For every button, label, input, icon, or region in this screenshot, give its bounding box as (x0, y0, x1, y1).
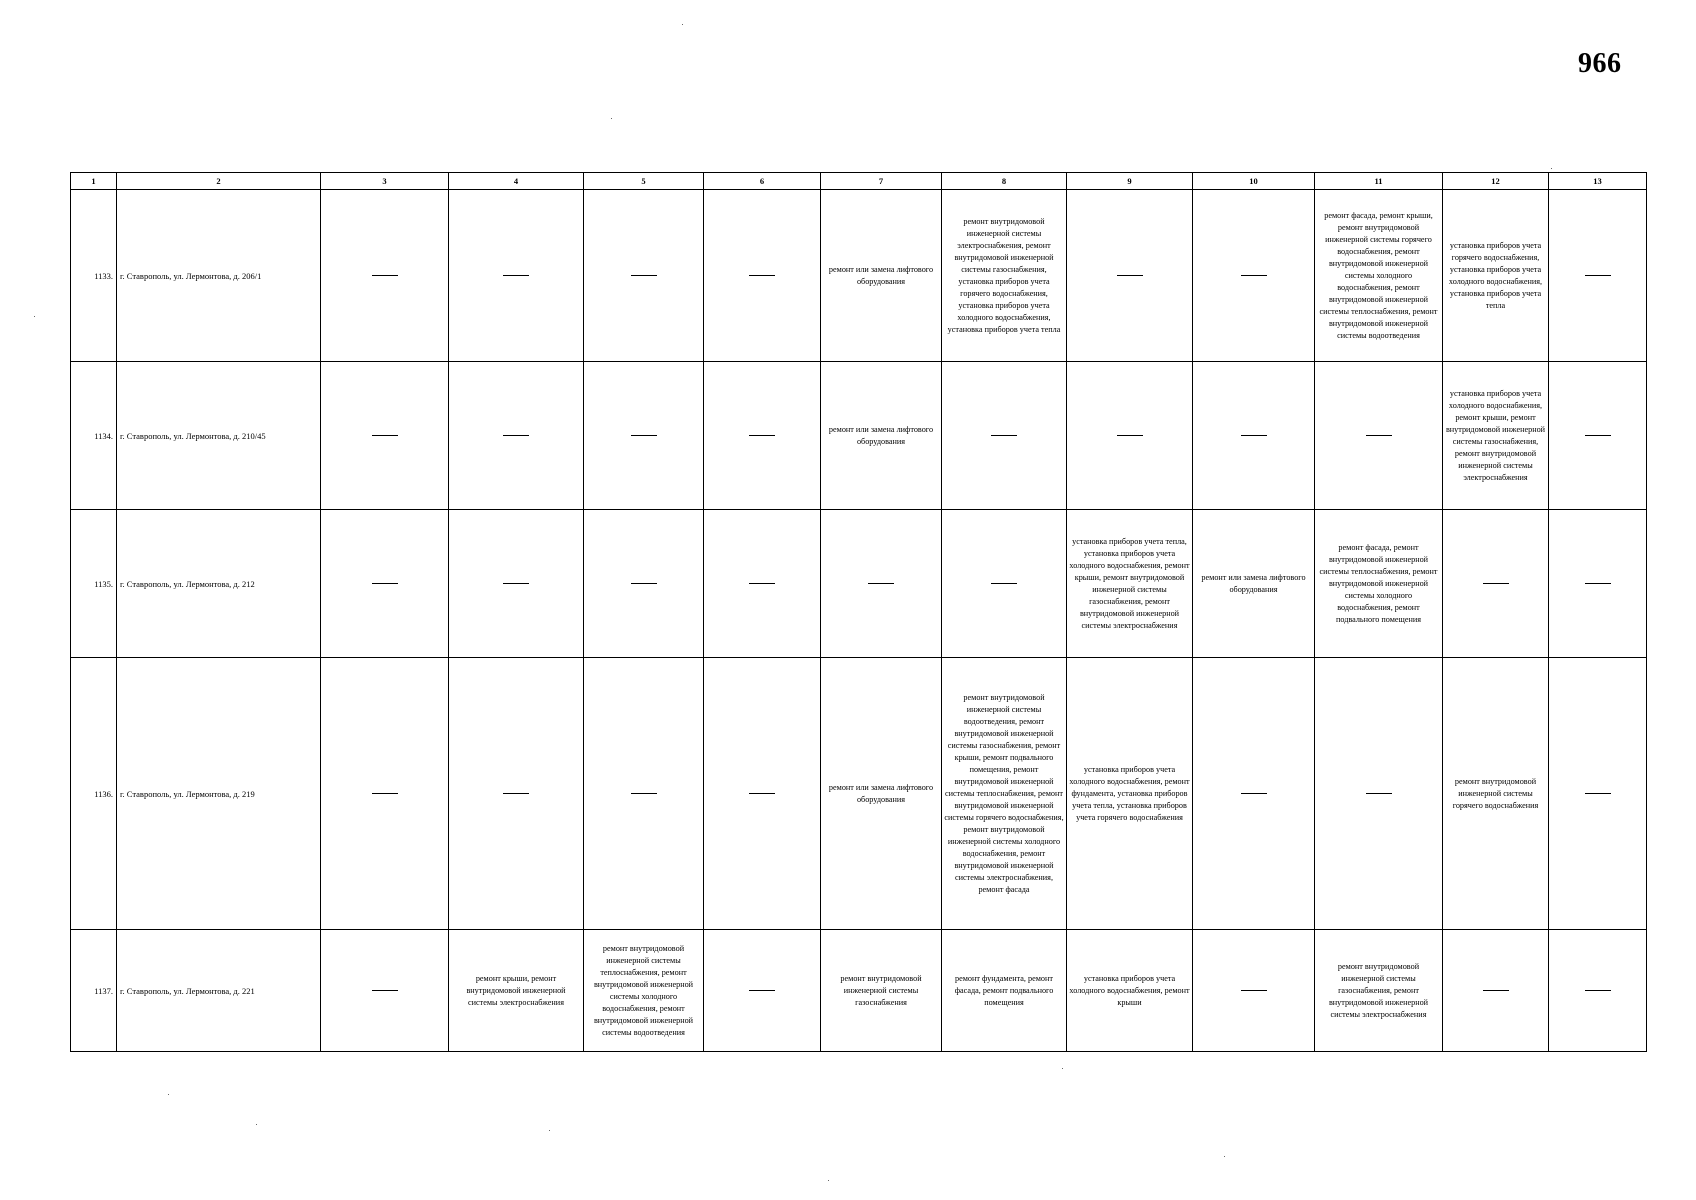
table-cell (1549, 658, 1647, 930)
column-header: 13 (1549, 173, 1647, 190)
table-row (71, 510, 1647, 658)
empty-cell-dash (1483, 990, 1509, 991)
empty-cell-dash (868, 583, 894, 584)
table-row (71, 362, 1647, 510)
table-cell: установка приборов учета горячего водоснабжения, установка приборов учета холодного водоснабжения, установка приборов учета тепла (1443, 190, 1549, 362)
table-cell: установка приборов учета холодного водоснабжения, ремонт фундамента, установка приборов учета тепла, установка приборов учета горячего водоснабжения (1067, 658, 1193, 930)
table-cell (321, 930, 449, 1052)
table-cell: ремонт внутридомовой инженерной системы водоотведения, ремонт внутридомовой инженерной системы газоснабжения, ремонт крыши, ремонт подвального помещения, ремонт внутридомовой инженерной системы теплоснабжения, ремонт внутридомовой инженерной системы горячего водоснабжения, ремонт внутридомовой инженерной системы холодного водоснабжения, ремонт внутридомовой инженерной системы электроснабжения, ремонт фасада (942, 658, 1067, 930)
empty-cell-dash (1585, 583, 1611, 584)
table-cell: установка приборов учета холодного водоснабжения, ремонт крыши, ремонт внутридомовой инженерной системы газоснабжения, ремонт внутридомовой инженерной системы электроснабжения (1443, 362, 1549, 510)
empty-cell-dash (749, 583, 775, 584)
empty-cell-dash (1585, 990, 1611, 991)
table-cell (321, 190, 449, 362)
empty-cell-dash (749, 793, 775, 794)
table-cell: установка приборов учета холодного водоснабжения, ремонт крыши (1067, 930, 1193, 1052)
empty-cell-dash (631, 793, 657, 794)
empty-cell-dash (503, 435, 529, 436)
table-cell (1315, 658, 1443, 930)
table-cell (1549, 510, 1647, 658)
table-cell: ремонт или замена лифтового оборудования (821, 658, 942, 930)
table-cell (821, 510, 942, 658)
table-cell (584, 658, 704, 930)
empty-cell-dash (1241, 435, 1267, 436)
row-address: г. Ставрополь, ул. Лермонтова, д. 212 (117, 510, 321, 658)
empty-cell-dash (372, 583, 398, 584)
table-cell (1193, 190, 1315, 362)
column-header: 2 (117, 173, 321, 190)
empty-cell-dash (1585, 435, 1611, 436)
empty-cell-dash (372, 793, 398, 794)
table-cell: ремонт крыши, ремонт внутридомовой инженерной системы электроснабжения (449, 930, 584, 1052)
column-header: 4 (449, 173, 584, 190)
table-cell (1193, 658, 1315, 930)
empty-cell-dash (1366, 435, 1392, 436)
row-address: г. Ставрополь, ул. Лермонтова, д. 221 (117, 930, 321, 1052)
table-cell (1549, 930, 1647, 1052)
table-cell (1193, 362, 1315, 510)
empty-cell-dash (1241, 990, 1267, 991)
column-header: 6 (704, 173, 821, 190)
column-header: 8 (942, 173, 1067, 190)
table-cell (1067, 362, 1193, 510)
empty-cell-dash (503, 583, 529, 584)
column-header: 3 (321, 173, 449, 190)
row-address: г. Ставрополь, ул. Лермонтова, д. 219 (117, 658, 321, 930)
table-cell: ремонт фундамента, ремонт фасада, ремонт подвального помещения (942, 930, 1067, 1052)
empty-cell-dash (631, 583, 657, 584)
table-cell: ремонт или замена лифтового оборудования (1193, 510, 1315, 658)
table-cell (449, 362, 584, 510)
table-cell (449, 190, 584, 362)
table-cell (704, 658, 821, 930)
empty-cell-dash (991, 583, 1017, 584)
empty-cell-dash (1241, 793, 1267, 794)
column-header: 12 (1443, 173, 1549, 190)
table-cell (1549, 362, 1647, 510)
table-cell (1315, 362, 1443, 510)
page-number: 966 (1578, 48, 1622, 79)
row-number: 1134. (71, 362, 117, 510)
table-cell: ремонт фасада, ремонт крыши, ремонт внутридомовой инженерной системы горячего водоснабжения, ремонт внутридомовой инженерной системы холодного водоснабжения, ремонт внутридомовой инженерной системы теплоснабжения, ремонт внутридомовой инженерной системы водоотведения (1315, 190, 1443, 362)
empty-cell-dash (749, 275, 775, 276)
table-cell: ремонт внутридомовой инженерной системы газоснабжения (821, 930, 942, 1052)
empty-cell-dash (1483, 583, 1509, 584)
table-cell (1443, 510, 1549, 658)
table-cell (584, 510, 704, 658)
row-number: 1136. (71, 658, 117, 930)
repair-schedule-table (70, 172, 1647, 1052)
table-cell (704, 362, 821, 510)
table-cell (1193, 930, 1315, 1052)
table-cell (449, 510, 584, 658)
table-cell (1067, 190, 1193, 362)
empty-cell-dash (749, 435, 775, 436)
table-cell: ремонт внутридомовой инженерной системы горячего водоснабжения (1443, 658, 1549, 930)
empty-cell-dash (991, 435, 1017, 436)
table-cell (321, 658, 449, 930)
empty-cell-dash (631, 435, 657, 436)
column-header: 9 (1067, 173, 1193, 190)
table-cell: ремонт внутридомовой инженерной системы теплоснабжения, ремонт внутридомовой инженерной системы холодного водоснабжения, ремонт внутридомовой инженерной системы водоотведения (584, 930, 704, 1052)
empty-cell-dash (372, 990, 398, 991)
table-cell (321, 510, 449, 658)
empty-cell-dash (372, 275, 398, 276)
table-cell (942, 362, 1067, 510)
empty-cell-dash (372, 435, 398, 436)
table-cell (942, 510, 1067, 658)
column-header: 1 (71, 173, 117, 190)
empty-cell-dash (631, 275, 657, 276)
row-address: г. Ставрополь, ул. Лермонтова, д. 206/1 (117, 190, 321, 362)
empty-cell-dash (1241, 275, 1267, 276)
empty-cell-dash (503, 275, 529, 276)
empty-cell-dash (1585, 793, 1611, 794)
table-row (71, 190, 1647, 362)
table-cell (704, 190, 821, 362)
empty-cell-dash (1117, 435, 1143, 436)
table-cell (321, 362, 449, 510)
empty-cell-dash (1585, 275, 1611, 276)
table-cell: ремонт внутридомовой инженерной системы электроснабжения, ремонт внутридомовой инженерной системы газоснабжения, установка приборов учета горячего водоснабжения, установка приборов учета холодного водоснабжения, установка приборов учета тепла (942, 190, 1067, 362)
table-cell: ремонт или замена лифтового оборудования (821, 362, 942, 510)
table-cell: ремонт фасада, ремонт внутридомовой инженерной системы теплоснабжения, ремонт внутридомовой инженерной системы холодного водоснабжения, ремонт подвального помещения (1315, 510, 1443, 658)
column-header: 10 (1193, 173, 1315, 190)
column-header: 7 (821, 173, 942, 190)
table-cell (1443, 930, 1549, 1052)
row-number: 1135. (71, 510, 117, 658)
empty-cell-dash (749, 990, 775, 991)
table-cell (704, 930, 821, 1052)
table-cell (584, 190, 704, 362)
empty-cell-dash (1366, 793, 1392, 794)
table-cell (1549, 190, 1647, 362)
row-address: г. Ставрополь, ул. Лермонтова, д. 210/45 (117, 362, 321, 510)
table-cell: установка приборов учета тепла, установка приборов учета холодного водоснабжения, ремонт крыши, ремонт внутридомовой инженерной системы газоснабжения, ремонт внутридомовой инженерной системы электроснабжения (1067, 510, 1193, 658)
table-row (71, 930, 1647, 1052)
table-cell: ремонт внутридомовой инженерной системы газоснабжения, ремонт внутридомовой инженерной системы электроснабжения (1315, 930, 1443, 1052)
column-header: 5 (584, 173, 704, 190)
column-header: 11 (1315, 173, 1443, 190)
table-cell (704, 510, 821, 658)
table-row (71, 658, 1647, 930)
column-number-row (71, 173, 1647, 190)
row-number: 1133. (71, 190, 117, 362)
table-cell (449, 658, 584, 930)
empty-cell-dash (1117, 275, 1143, 276)
empty-cell-dash (503, 793, 529, 794)
table-cell: ремонт или замена лифтового оборудования (821, 190, 942, 362)
table-cell (584, 362, 704, 510)
row-number: 1137. (71, 930, 117, 1052)
